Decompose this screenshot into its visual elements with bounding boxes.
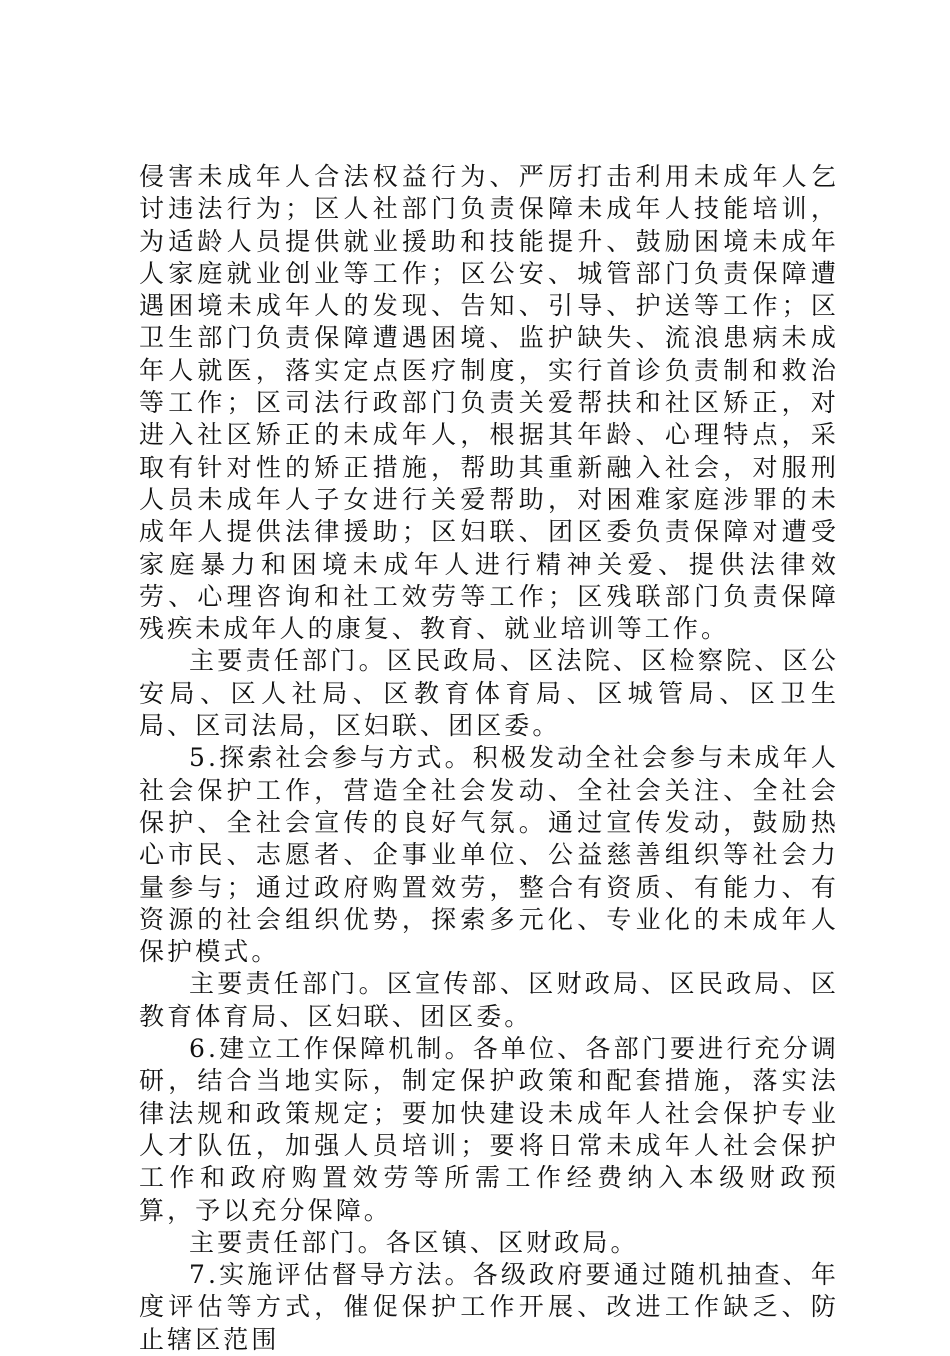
paragraph-responsible-departments-6: 主要责任部门。各区镇、区财政局。 — [189, 1227, 639, 1257]
document-body — [139, 161, 839, 1356]
paragraph-item-5: 5.探索社会参与方式。积极发动全社会参与未成年人社会保护工作，营造全社会发动、全社会关注、全社会保护、全社会宣传的良好气氛。通过宣传发动，鼓励热心市民、志愿者、企事业单位、公益慈善组织等社会力量参与；通过政府购置效劳，整合有资质、有能力、有资源的社会组织优势，探索多元化、专业化的未成年人保护模式。 — [139, 743, 839, 967]
paragraph-responsible-departments-4: 主要责任部门。区民政局、区法院、区检察院、区公安局、区人社局、区教育体育局、区城管局、区卫生局、区司法局，区妇联、团区委。 — [139, 646, 839, 741]
paragraph-responsible-departments-5: 主要责任部门。区宣传部、区财政局、区民政局、区教育体育局、区妇联、团区委。 — [139, 969, 839, 1031]
paragraph-item-7: 7.实施评估督导方法。各级政府要通过随机抽查、年度评估等方式，催促保护工作开展、改进工作缺乏、防止辖区范围 — [139, 1260, 839, 1354]
paragraph-continuation: 侵害未成年人合法权益行为、严厉打击利用未成年人乞讨违法行为；区人社部门负责保障未成年人技能培训，为适龄人员提供就业援助和技能提升、鼓励困境未成年人家庭就业创业等工作；区公安、城管部门负责保障遭遇困境未成年人的发现、告知、引导、护送等工作；区卫生部门负责保障遭遇困境、监护缺失、流浪患病未成年人就医，落实定点医疗制度，实行首诊负责制和救治等工作；区司法行政部门负责关爱帮扶和社区矫正，对进入社区矫正的未成年人，根据其年龄、心理特点，采取有针对性的矫正措施，帮助其重新融入社会，对服刑人员未成年人子女进行关爱帮助，对困难家庭涉罪的未成年人提供法律援助；区妇联、团区委负责保障对遭受家庭暴力和困境未成年人进行精神关爱、提供法律效劳、心理咨询和社工效劳等工作；区残联部门负责保障残疾未成年人的康复、教育、就业培训等工作。 — [139, 162, 839, 644]
paragraph-item-6: 6.建立工作保障机制。各单位、各部门要进行充分调研，结合当地实际，制定保护政策和配套措施，落实法律法规和政策规定；要加快建设未成年人社会保护专业人才队伍，加强人员培训；要将日常未成年人社会保护工作和政府购置效劳等所需工作经费纳入本级财政预算，予以充分保障。 — [139, 1034, 839, 1225]
